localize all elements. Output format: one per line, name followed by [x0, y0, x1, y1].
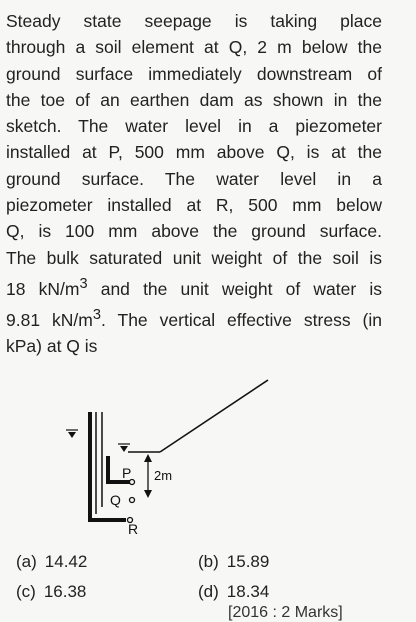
option-letter: (d)	[198, 582, 219, 601]
unit-weight-water: 9.81 kN/m	[6, 309, 93, 330]
question-line: kPa) at Q is	[6, 336, 98, 357]
label-q: Q	[110, 492, 121, 508]
option-b[interactable]	[198, 552, 269, 572]
option-letter: (b)	[198, 552, 219, 571]
label-depth: 2m	[154, 468, 173, 483]
option-a[interactable]	[16, 552, 87, 572]
water-level-marker	[68, 432, 76, 438]
question-line: ground surface. The water level in a	[6, 168, 382, 189]
question-line: The bulk saturated unit weight of the soil is	[6, 247, 382, 268]
label-p: P	[122, 465, 132, 481]
option-letter: (a)	[16, 552, 37, 571]
point-q	[130, 498, 135, 503]
unit-weight-soil: 18 kN/m	[6, 278, 80, 299]
option-value: 18.34	[226, 582, 270, 601]
options-row	[8, 582, 408, 612]
question-line	[6, 271, 382, 302]
dam-sketch	[60, 372, 290, 552]
question-line	[6, 302, 382, 333]
option-letter: (c)	[16, 582, 36, 601]
year-marks-label: [2016 : 2 Marks]	[228, 604, 343, 621]
option-value: 15.89	[226, 552, 270, 571]
question-line: sketch. The water level in a piezometer	[6, 116, 382, 137]
dam-slope-line	[160, 380, 268, 452]
option-c[interactable]	[16, 582, 86, 602]
question-text-fragment: and the unit weight of water is	[87, 278, 382, 299]
superscript: 3	[92, 307, 101, 324]
option-d[interactable]	[198, 582, 269, 602]
question-line: piezometer installed at R, 500 mm below	[6, 195, 382, 216]
question-line: Steady state seepage is taking place	[6, 11, 382, 31]
question-line: through a soil element at Q, 2 m below the	[6, 37, 382, 58]
option-value: 14.42	[44, 552, 88, 571]
question-text-fragment: . The vertical effective stress (in	[100, 309, 383, 330]
question-text	[6, 8, 382, 360]
options-row	[8, 552, 408, 582]
water-level-marker	[120, 446, 128, 452]
option-value: 16.38	[43, 582, 87, 601]
superscript: 3	[79, 275, 88, 292]
question-line: the toe of an earthen dam as shown in the	[6, 89, 382, 110]
label-r: R	[128, 521, 139, 537]
arrow-down-icon	[144, 490, 152, 498]
arrow-up-icon	[144, 454, 152, 462]
question-line: installed at P, 500 mm above Q, is at the	[6, 142, 382, 163]
question-line: Q, is 100 mm above the ground surface.	[6, 221, 382, 242]
question-line: ground surface immediately downstream of	[6, 63, 382, 84]
answer-options	[8, 552, 408, 612]
